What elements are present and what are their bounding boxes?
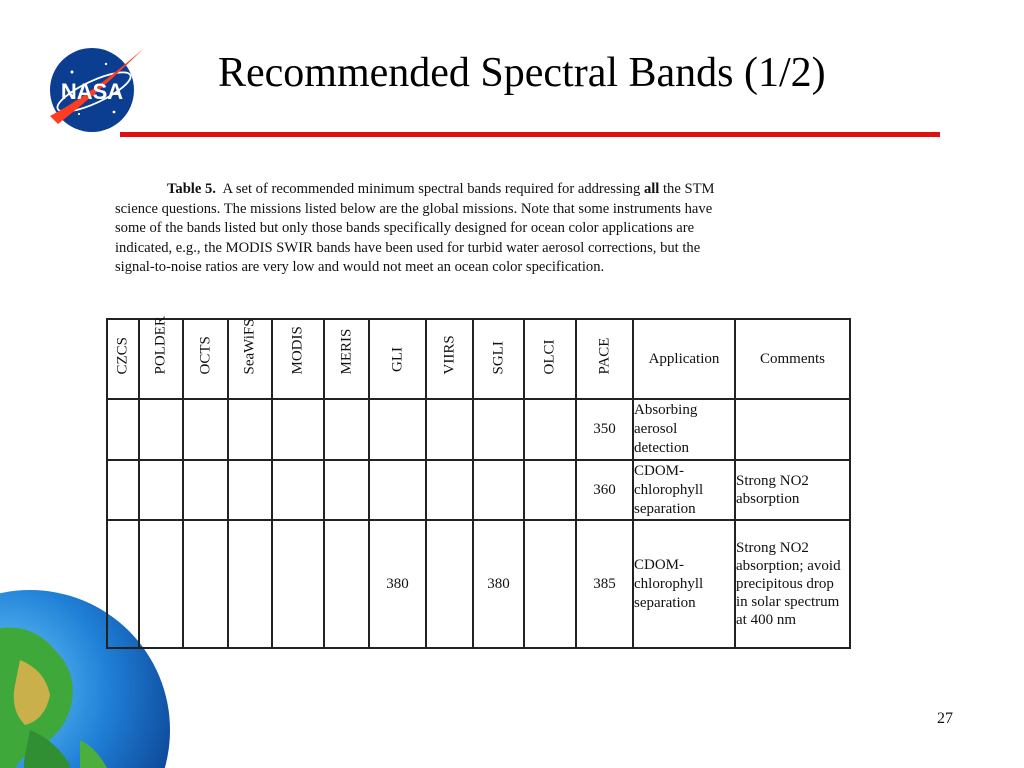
table-cell: 360	[576, 460, 633, 520]
table-cell	[324, 520, 369, 648]
table-cell	[524, 520, 576, 648]
col-header-modis: MODIS	[272, 319, 324, 399]
col-header-pace: PACE	[576, 319, 633, 399]
table-cell	[426, 460, 473, 520]
title-divider	[120, 132, 940, 137]
table-cell	[524, 399, 576, 460]
caption-body: the STM science questions. The missions listed below are the global missions. Note that some instruments have some of the bands listed but only those bands specifically designed for ocean color applications are indicated, e.g., the MODIS SWIR bands have been used for turbid water aerosol corrections, but the signal-to-noise ratios are very low and would not meet an ocean color specification.	[115, 181, 715, 276]
table-cell	[183, 399, 228, 460]
table-cell	[183, 520, 228, 648]
table-cell	[139, 460, 183, 520]
table-cell	[473, 399, 524, 460]
table-cell	[524, 460, 576, 520]
col-header-seawifs: SeaWiFS	[228, 319, 272, 399]
col-header-octs: OCTS	[183, 319, 228, 399]
col-header-viirs: VIIRS	[426, 319, 473, 399]
table-cell	[107, 399, 139, 460]
caption-label: Table 5.	[167, 181, 216, 197]
table-cell	[324, 399, 369, 460]
table-cell	[107, 460, 139, 520]
comments-cell	[735, 399, 850, 460]
table-cell	[473, 460, 524, 520]
table-cell	[369, 460, 426, 520]
col-header-comments: Comments	[735, 319, 850, 399]
table-cell	[228, 399, 272, 460]
col-header-application: Application	[633, 319, 735, 399]
caption-lead: A set of recommended minimum spectral bands required for addressing	[222, 181, 641, 197]
table-caption	[115, 180, 735, 278]
logo-text: NASA	[60, 79, 124, 104]
table-cell: 385	[576, 520, 633, 648]
table-cell	[272, 460, 324, 520]
table-cell	[228, 520, 272, 648]
comments-cell: Strong NO2 absorption	[735, 460, 850, 520]
table-row	[107, 520, 850, 648]
col-header-gli: GLI	[369, 319, 426, 399]
table-cell	[183, 460, 228, 520]
table-cell: 350	[576, 399, 633, 460]
col-header-polder: POLDER	[139, 319, 183, 399]
table-cell	[228, 460, 272, 520]
table-cell	[139, 399, 183, 460]
spectral-bands-table	[106, 315, 851, 649]
table-cell: 380	[473, 520, 524, 648]
table-cell	[426, 520, 473, 648]
nasa-logo-icon	[44, 42, 148, 134]
table-cell	[139, 520, 183, 648]
table-cell	[272, 399, 324, 460]
table-cell: 380	[369, 520, 426, 648]
table-cell	[107, 520, 139, 648]
slide-title: Recommended Spectral Bands (1/2)	[218, 50, 826, 96]
table-row	[107, 460, 850, 520]
table-cell	[369, 399, 426, 460]
page-number: 27	[937, 710, 953, 727]
application-cell: CDOM-chlorophyll separation	[633, 520, 735, 648]
application-cell: CDOM-chlorophyll separation	[633, 460, 735, 520]
table-cell	[272, 520, 324, 648]
col-header-meris: MERIS	[324, 319, 369, 399]
comments-cell: Strong NO2 absorption; avoid precipitous drop in solar spectrum at 400 nm	[735, 520, 850, 648]
table-cell	[426, 399, 473, 460]
col-header-olci: OLCI	[524, 319, 576, 399]
caption-bold: all	[643, 181, 660, 197]
table-header-row	[107, 319, 850, 399]
col-header-czcs: CZCS	[107, 319, 139, 399]
col-header-sgli: SGLI	[473, 319, 524, 399]
table-row	[107, 399, 850, 460]
table-cell	[324, 460, 369, 520]
application-cell: Absorbing aerosol detection	[633, 399, 735, 460]
